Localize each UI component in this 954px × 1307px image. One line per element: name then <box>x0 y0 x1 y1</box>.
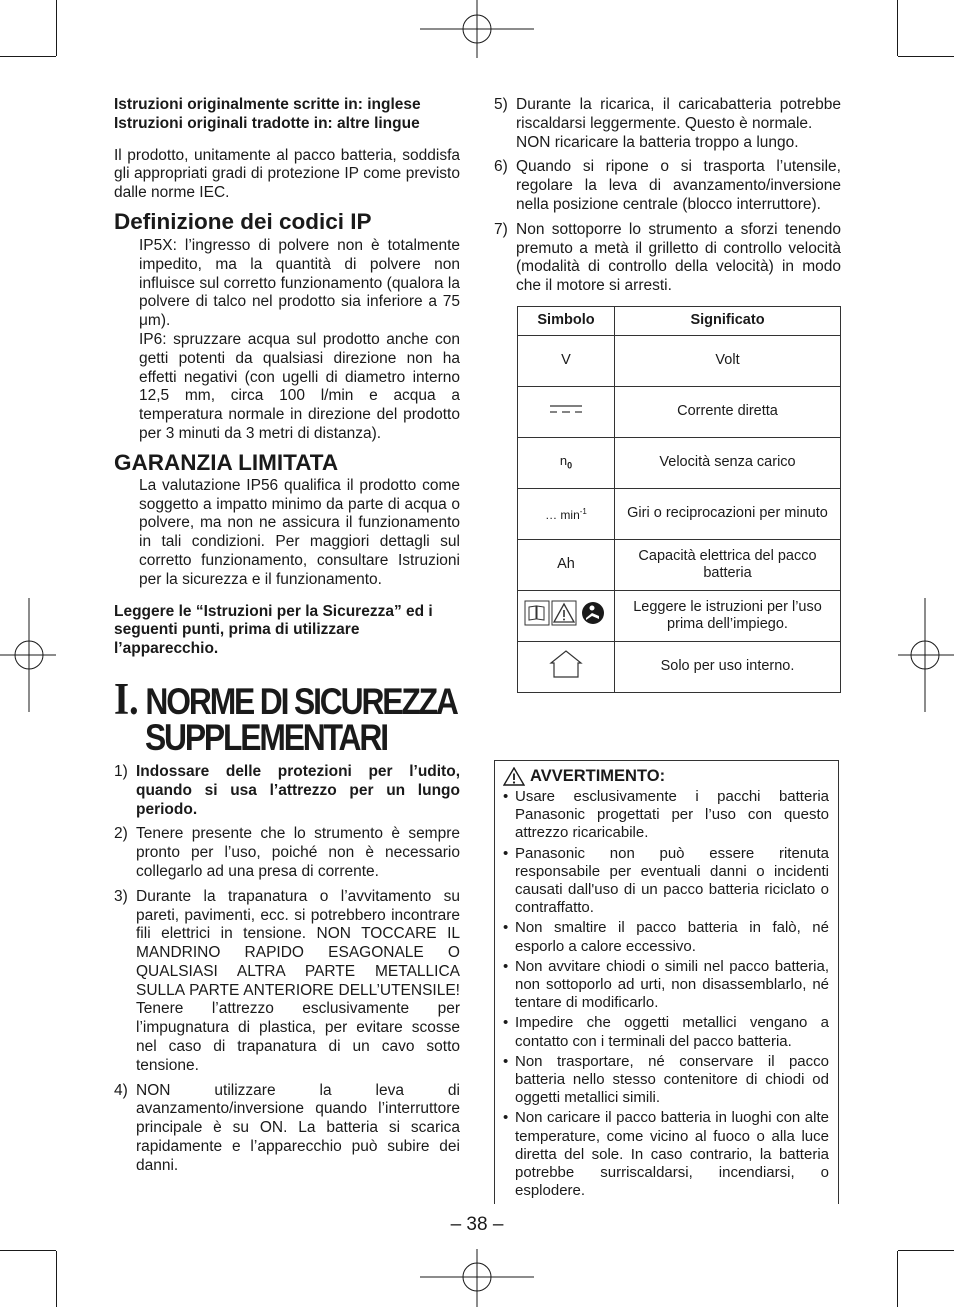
table-row <box>518 641 841 692</box>
table-row <box>518 488 841 539</box>
header-original-language: Istruzioni originalmente scritte in: inglese <box>114 96 421 113</box>
list-item-number: 3) <box>114 887 128 905</box>
warranty-text: La valutazione IP56 qualifica il prodotto come soggetto a impatto minimo da parte di acqua o polvere, ma non ne assicura il funzionamento in tali condizioni. Per maggiori dettagli sul corretto funzionamento, consultare Istruzioni per la sicurezza e il funzionamento. <box>139 476 460 588</box>
symbol-table <box>517 306 841 693</box>
symbol-text: n <box>559 452 568 468</box>
warning-title: AVVERTIMENTO: <box>530 767 666 786</box>
ip5x-definition: IP5X: l’ingresso di polvere non è totalmente impedito, ma la quantità di polvere non influisce sul corretto funzionamento (qualora la polvere di talco nel prodotto sia inferiore a 75 μm). <box>139 236 460 330</box>
read-safety-notice: Leggere le “Istruzioni per la Sicurezza” ed i seguenti punti, prima di utilizzare l’apparecchio. <box>114 602 433 658</box>
list-item-text: Durante la trapanatura o l’avvitamento su pareti, pavimenti, ecc. si potrebbero incontrare fili elettrici in tensione. NON TOCCARE IL MANDRINO RAPIDO ESAGONALE O QUALSIASI ALTRA PARTE METALLICA SULLA PARTE ANTERIORE DELL’UTENSILE! Tenere l’attrezzo esclusivamente per l’impugnatura di plastica, per evitare scosse nel caso di trapanatura di un cavo sotto tensione. <box>136 887 460 1074</box>
list-item-text: NON utilizzare la leva di avanzamento/inversione quando l’interruttore principale è su ON. La batteria si scarica rapidamente e l’apparecchio può subire dei danni. <box>136 1081 460 1174</box>
header-translated-language: Istruzioni originali tradotte in: altre lingue <box>114 114 420 132</box>
list-item-number: 7) <box>494 220 508 238</box>
crop-mark <box>897 1251 898 1307</box>
registration-mark-bottom <box>418 1248 536 1307</box>
book-icon <box>525 601 549 625</box>
symbol-cell <box>518 641 615 692</box>
list-item <box>114 763 460 819</box>
warranty-heading: GARANZIA LIMITATA <box>114 449 339 475</box>
warning-item-text: Usare esclusivamente i pacchi batteria Panasonic progettati per l’uso con questo attrezzo ricaricabile. <box>515 788 829 842</box>
crop-mark <box>897 0 898 56</box>
crop-mark <box>898 1250 954 1251</box>
section-roman-numeral: I. <box>114 673 139 724</box>
section-title <box>114 673 460 758</box>
crop-mark <box>0 1250 56 1251</box>
list-item-text <box>516 96 841 152</box>
column-header-meaning: Significato <box>615 306 841 335</box>
meaning-cell: Volt <box>615 335 841 386</box>
list-item <box>494 96 841 152</box>
meaning-cell: Corrente diretta <box>615 386 841 437</box>
table-header-row <box>518 306 841 335</box>
warning-icon <box>503 767 525 786</box>
list-item-text: Non sottoporre lo strumento a sforzi tenendo premuto a metà il grilletto di controllo velocità (modalità di controllo della velocità) in modo che il motore si arresti. <box>516 220 841 295</box>
list-item <box>114 825 460 881</box>
intro-paragraph: Il prodotto, unitamente al pacco batteria, soddisfa gli appropriati gradi di protezione IP come previsto dalle norme IEC. <box>114 146 460 202</box>
symbol-cell <box>518 386 615 437</box>
warning-triangle-icon <box>552 601 576 625</box>
symbol-cell: Ah <box>518 539 615 590</box>
symbol-cell <box>518 488 615 539</box>
warning-item-text: Impedire che oggetti metallici vengano a contatto con i terminali del pacco batteria. <box>515 1014 829 1050</box>
table-row <box>518 437 841 488</box>
crop-mark <box>56 1251 57 1307</box>
ip6-definition: IP6: spruzzare acqua sul prodotto anche con getti potenti da qualsiasi direzione non ha effetti negativi (con ugelli di diametro interno 12,5 mm, circa 100 l/min e acqua a temperatura normale in direzione del prodotto per 3 minuti da 3 metri di distanza). <box>139 330 460 442</box>
symbol-cell <box>518 437 615 488</box>
ip-codes-heading: Definizione dei codici IP <box>114 208 372 234</box>
list-item-number: 2) <box>114 825 128 843</box>
warning-item: • Non caricare il pacco batteria in luoghi con alte temperature, come vicino al fuoco o alla luce diretta del sole. In caso contrario, la batteria potrebbe surriscaldarsi, incendiarsi, o esplodere. <box>503 1109 829 1200</box>
table-row <box>518 386 841 437</box>
meaning-cell: Velocità senza carico <box>615 437 841 488</box>
crop-mark <box>56 0 57 56</box>
list-item-number: 6) <box>494 158 508 176</box>
symbol-subscript: 0 <box>567 460 573 471</box>
indoor-use-icon <box>548 649 584 679</box>
meaning-cell: Giri o reciprocazioni per minuto <box>615 488 841 539</box>
crop-mark <box>0 56 56 57</box>
table-row <box>518 590 841 641</box>
list-item-number: 1) <box>114 762 128 780</box>
warning-item: • Non avvitare chiodi o simili nel pacco batteria, non sottoporlo ad urti, non disassemblarlo, né tentare di modificarlo. <box>503 957 829 1012</box>
section-title-line1: NORME DI SICUREZZA <box>145 680 457 722</box>
read-instructions-icons <box>524 598 608 628</box>
list-item-text: Quando si ripone o si trasporta l’utensile, regolare la leva di avanzamento/inversione nella posizione centrale (blocco interruttore). <box>516 158 841 213</box>
warning-item: • Panasonic non può essere ritenuta responsabile per eventuali danni o incidenti causati dall'uso di un pacco batteria riciclato o contraffatto. <box>503 844 829 917</box>
rules-list-left <box>114 763 460 1176</box>
table-row <box>518 539 841 590</box>
rule5-text: Durante la ricarica, il caricabatteria potrebbe riscaldarsi leggermente. Questo è normale. <box>516 96 841 132</box>
warning-item-text: Non smaltire il pacco batteria in falò, né esporlo a calore eccessivo. <box>515 919 829 955</box>
list-item <box>494 158 841 214</box>
registration-mark-top <box>418 0 536 60</box>
direct-current-icon <box>548 403 584 415</box>
rule5-extra: NON ricaricare la batteria troppo a lungo. <box>516 133 799 151</box>
warning-item: • Non smaltire il pacco batteria in falò, né esporlo a calore eccessivo. <box>503 919 829 955</box>
warning-item-text: Non trasportare, né conservare il pacco batteria nello stesso contenitore di chiodi od oggetti metallici simili. <box>515 1052 829 1107</box>
table-row <box>518 335 841 386</box>
list-item-text: Tenere presente che lo strumento è sempre pronto per l’uso, poiché non è necessario collegarlo ad una presa di corrente. <box>136 825 460 880</box>
meaning-cell: Capacità elettrica del pacco batteria <box>615 539 841 590</box>
list-item-number: 5) <box>494 96 508 113</box>
list-item <box>494 221 841 296</box>
crop-mark <box>898 56 954 57</box>
symbol-cell <box>518 590 615 641</box>
warning-item: • Impedire che oggetti metallici vengano a contatto con i terminali del pacco batteria. <box>503 1014 829 1050</box>
column-header-symbol: Simbolo <box>518 306 615 335</box>
list-item-text: Indossare delle protezioni per l’udito, quando si usa l’attrezzo per un lungo periodo. <box>136 762 460 818</box>
registration-mark-right <box>896 596 954 714</box>
list-item-number: 4) <box>114 1081 128 1099</box>
list-item <box>114 1082 460 1176</box>
right-column <box>494 96 841 693</box>
warning-item: • Non trasportare, né conservare il pacco batteria nello stesso contenitore di chiodi od oggetti metallici simili. <box>503 1052 829 1107</box>
warning-heading <box>503 767 829 786</box>
meaning-cell: Leggere le istruzioni per l’uso prima dell’impiego. <box>615 590 841 641</box>
list-item <box>114 888 460 1076</box>
left-column <box>114 96 460 1182</box>
warning-item-text: Non caricare il pacco batteria in luoghi con alte temperature, come vicino al fuoco o alla luce diretta del sole. In caso contrario, la batteria potrebbe surriscaldarsi, incendiarsi, o esplodere. <box>515 1109 829 1200</box>
page-number: – 38 – <box>450 1214 504 1235</box>
registration-mark-left <box>0 596 58 714</box>
symbol-text: … min <box>545 508 580 523</box>
warning-item-text: Panasonic non può essere ritenuta responsabile per eventuali danni o incidenti causati dall'uso di un pacco batteria riciclato o contraffatto. <box>515 844 829 917</box>
meaning-cell: Solo per uso interno. <box>615 641 841 692</box>
warning-box <box>494 760 839 1204</box>
read-manual-icon <box>582 602 604 624</box>
symbol-cell: V <box>518 335 615 386</box>
section-title-line2: SUPPLEMENTARI <box>144 716 387 758</box>
warning-item-text: Non avvitare chiodi o simili nel pacco batteria, non sottoporlo ad urti, non disassemblarlo, né tentare di modificarlo. <box>515 957 829 1012</box>
warning-item: • Usare esclusivamente i pacchi batteria Panasonic progettati per l’uso con questo attrezzo ricaricabile. <box>503 788 829 842</box>
symbol-superscript: -1 <box>579 507 587 517</box>
